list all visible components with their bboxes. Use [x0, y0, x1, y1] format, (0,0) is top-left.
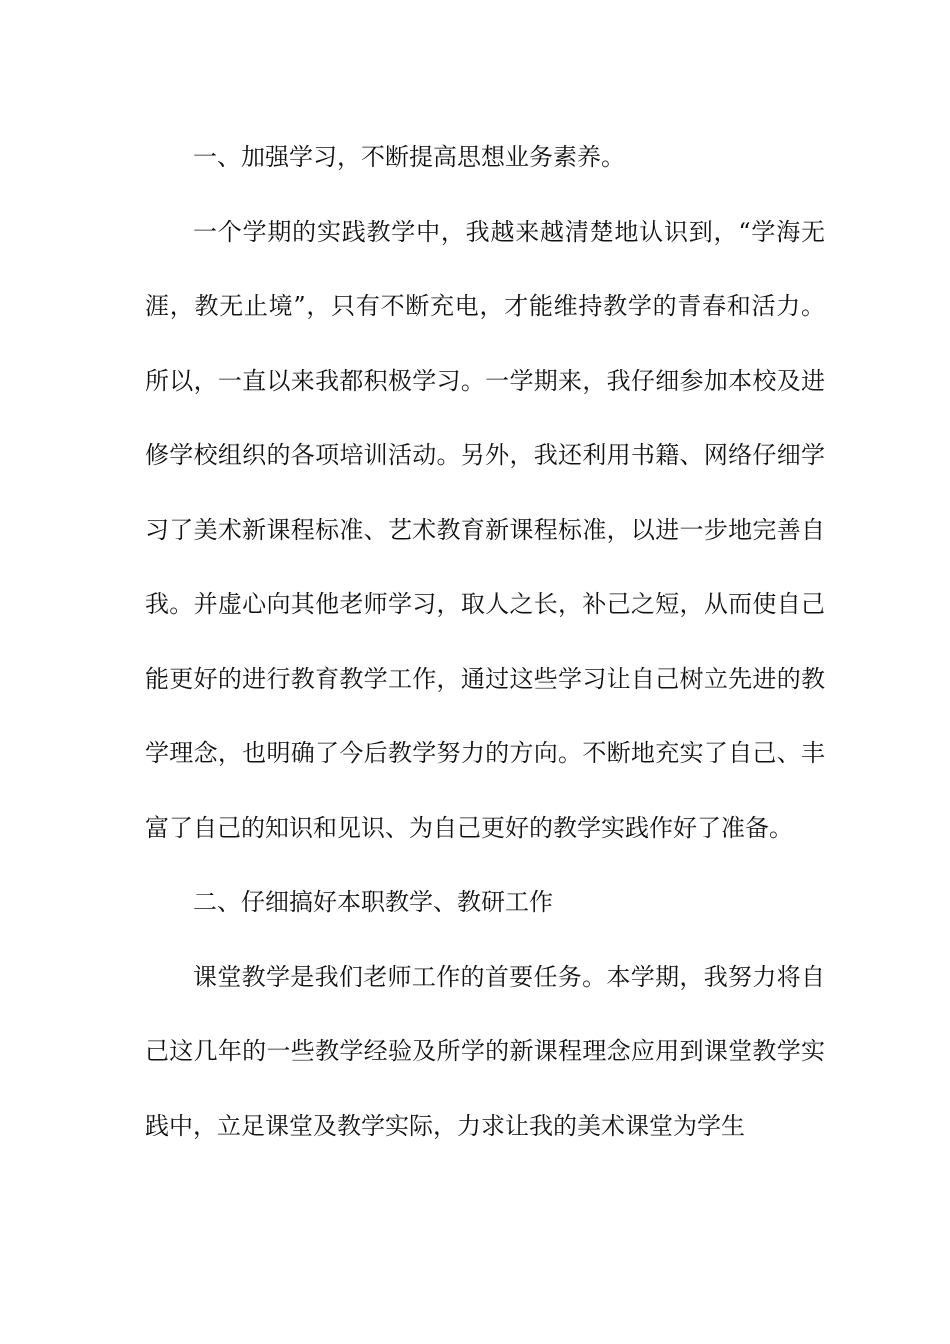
- section-heading-1: 一、加强学习，不断提高思想业务素养。: [193, 143, 625, 171]
- section-heading-2: 二、仔细搞好本职教学、教研工作: [193, 888, 553, 916]
- document-body: [145, 120, 825, 1163]
- paragraph-teaching: 课堂教学是我们老师工作的首要任务。本学期，我努力将自己这几年的一些教学经验及所学的新课程理念应用到课堂教学实践中，立足课堂及教学实际，力求让我的美术课堂为学生: [145, 962, 825, 1140]
- paragraph-learning: 一个学期的实践教学中，我越来越清楚地认识到，“学海无涯，教无止境”，只有不断充电，才能维持教学的青春和活力。所以，一直以来我都积极学习。一学期来，我仔细参加本校及进修学校组织的各项培训活动。另外，我还利用书籍、网络仔细学习了美术新课程标准、艺术教育新课程标准，以进一步地完善自我。并虚心向其他老师学习，取人之长，补己之短，从而使自己能更好的进行教育教学工作，通过这些学习让自己树立先进的教学理念，也明确了今后教学努力的方向。不断地充实了自己、丰富了自己的知识和见识、为自己更好的教学实践作好了准备。: [145, 217, 825, 842]
